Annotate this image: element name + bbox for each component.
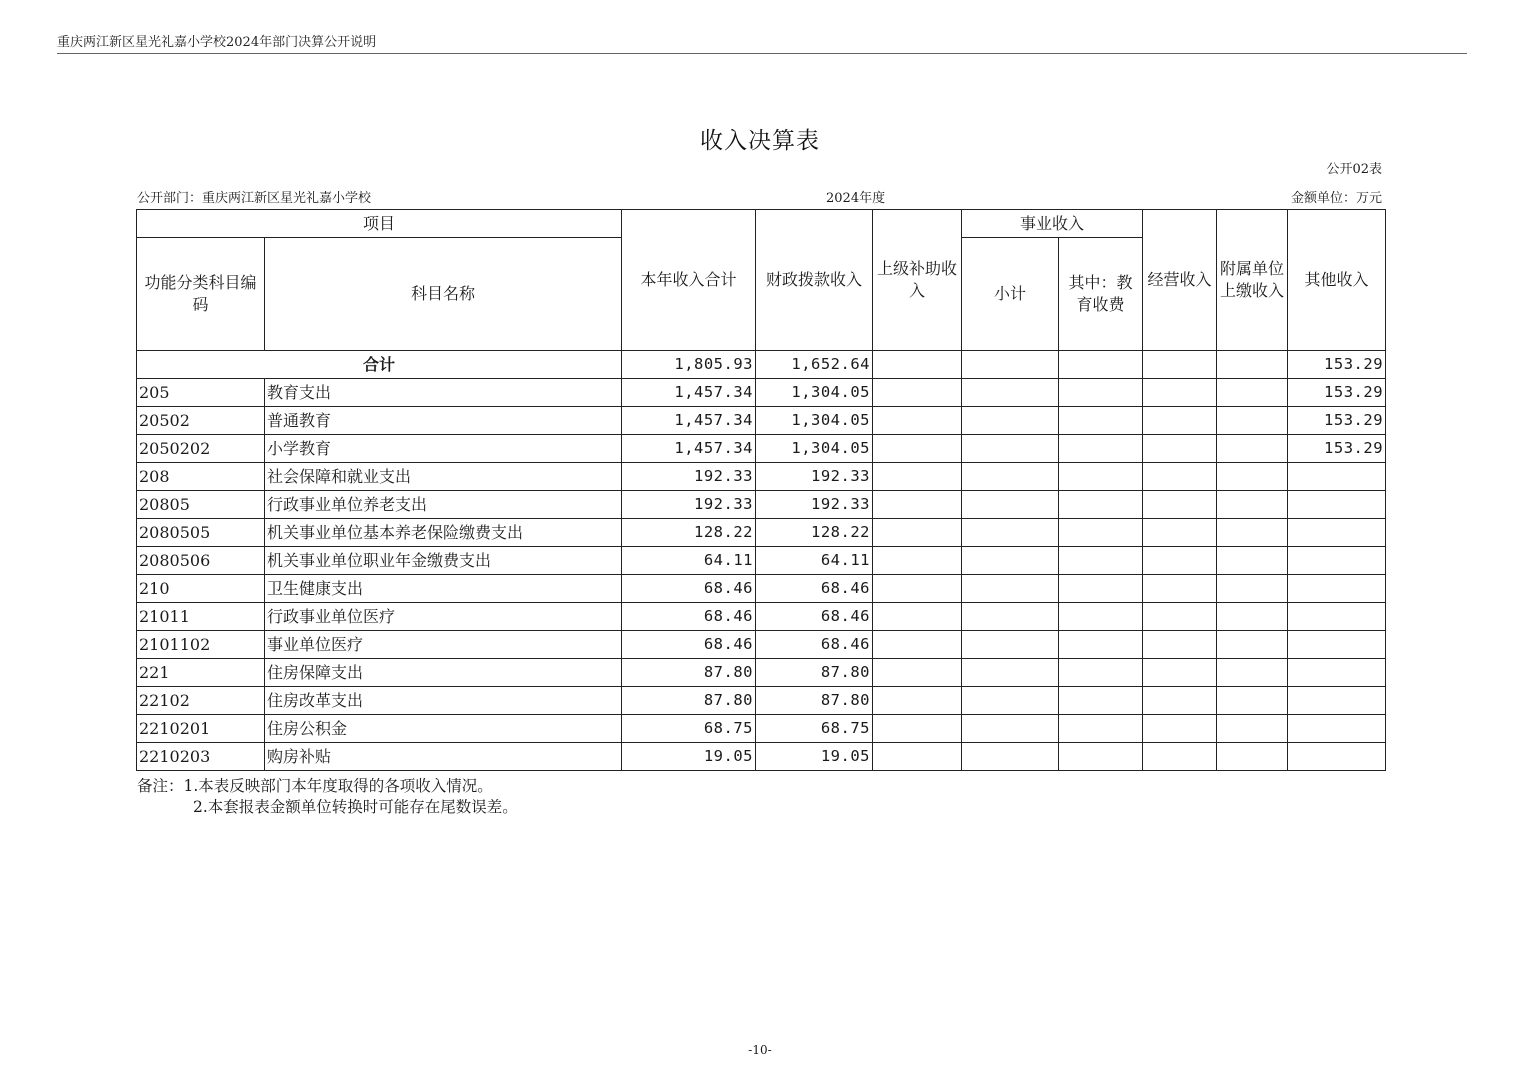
- header-function-code: 功能分类科目编码: [137, 238, 265, 351]
- row-other-income: [1288, 603, 1386, 631]
- row-code: 2050202: [137, 435, 265, 463]
- row-operating-income: [1143, 547, 1217, 575]
- row-other-income: 153.29: [1288, 379, 1386, 407]
- row-code: 21011: [137, 603, 265, 631]
- row-code: 2080505: [137, 519, 265, 547]
- row-superior-subsidy: [873, 379, 962, 407]
- table-row: [137, 547, 1386, 575]
- row-fiscal-allocation: 128.22: [756, 519, 873, 547]
- total-operating-value: [1143, 351, 1217, 379]
- page-title: 收入决算表: [700, 128, 820, 154]
- row-superior-subsidy: [873, 575, 962, 603]
- row-other-income: [1288, 491, 1386, 519]
- row-code: 20805: [137, 491, 265, 519]
- total-edu-fee-value: [1059, 351, 1143, 379]
- row-affiliated-income: [1217, 463, 1288, 491]
- row-fiscal-allocation: 192.33: [756, 491, 873, 519]
- header-fiscal-allocation: 财政拨款收入: [756, 210, 873, 351]
- row-code: 2210201: [137, 715, 265, 743]
- row-superior-subsidy: [873, 687, 962, 715]
- row-subject-name: 事业单位医疗: [265, 631, 622, 659]
- row-other-income: [1288, 659, 1386, 687]
- row-affiliated-income: [1217, 379, 1288, 407]
- row-superior-subsidy: [873, 463, 962, 491]
- row-operating-income: [1143, 491, 1217, 519]
- row-subtotal: [962, 547, 1059, 575]
- row-total-income: 128.22: [622, 519, 756, 547]
- total-income-value: 1,805.93: [622, 351, 756, 379]
- row-subtotal: [962, 631, 1059, 659]
- total-affiliated-value: [1217, 351, 1288, 379]
- row-subtotal: [962, 659, 1059, 687]
- row-total-income: 68.46: [622, 603, 756, 631]
- row-superior-subsidy: [873, 715, 962, 743]
- row-fiscal-allocation: 64.11: [756, 547, 873, 575]
- header-business-income: 事业收入: [962, 210, 1143, 238]
- row-code: 221: [137, 659, 265, 687]
- row-other-income: [1288, 631, 1386, 659]
- row-other-income: 153.29: [1288, 435, 1386, 463]
- row-education-fee: [1059, 575, 1143, 603]
- row-other-income: [1288, 547, 1386, 575]
- note-1: 备注：1.本表反映部门本年度取得的各项收入情况。: [137, 777, 493, 795]
- table-code: 公开02表: [1326, 162, 1382, 177]
- row-affiliated-income: [1217, 659, 1288, 687]
- total-other-value: 153.29: [1288, 351, 1386, 379]
- fiscal-year-label: 2024年度: [826, 191, 886, 206]
- row-fiscal-allocation: 192.33: [756, 463, 873, 491]
- row-affiliated-income: [1217, 407, 1288, 435]
- row-total-income: 192.33: [622, 463, 756, 491]
- row-superior-subsidy: [873, 603, 962, 631]
- row-fiscal-allocation: 19.05: [756, 743, 873, 771]
- row-total-income: 87.80: [622, 687, 756, 715]
- row-subtotal: [962, 575, 1059, 603]
- row-total-income: 68.46: [622, 631, 756, 659]
- row-education-fee: [1059, 547, 1143, 575]
- row-subtotal: [962, 379, 1059, 407]
- row-code: 208: [137, 463, 265, 491]
- row-other-income: [1288, 519, 1386, 547]
- row-education-fee: [1059, 407, 1143, 435]
- row-subtotal: [962, 407, 1059, 435]
- row-subtotal: [962, 603, 1059, 631]
- table-row: [137, 631, 1386, 659]
- row-superior-subsidy: [873, 631, 962, 659]
- row-affiliated-income: [1217, 491, 1288, 519]
- row-operating-income: [1143, 631, 1217, 659]
- table-notes: [137, 776, 518, 818]
- row-operating-income: [1143, 603, 1217, 631]
- row-code: 2080506: [137, 547, 265, 575]
- table-row: [137, 659, 1386, 687]
- row-education-fee: [1059, 379, 1143, 407]
- row-subtotal: [962, 519, 1059, 547]
- row-operating-income: [1143, 407, 1217, 435]
- row-total-income: 68.75: [622, 715, 756, 743]
- row-fiscal-allocation: 68.75: [756, 715, 873, 743]
- total-label: 合计: [137, 351, 622, 379]
- row-affiliated-income: [1217, 715, 1288, 743]
- row-affiliated-income: [1217, 575, 1288, 603]
- header-subject-name: 科目名称: [265, 238, 622, 351]
- row-subtotal: [962, 743, 1059, 771]
- header-other-income: 其他收入: [1288, 210, 1386, 351]
- header-superior-subsidy: 上级补助收入: [873, 210, 962, 351]
- row-subject-name: 行政事业单位养老支出: [265, 491, 622, 519]
- row-education-fee: [1059, 519, 1143, 547]
- row-affiliated-income: [1217, 547, 1288, 575]
- row-total-income: 1,457.34: [622, 435, 756, 463]
- row-fiscal-allocation: 1,304.05: [756, 379, 873, 407]
- row-subject-name: 教育支出: [265, 379, 622, 407]
- row-subject-name: 购房补贴: [265, 743, 622, 771]
- row-subject-name: 小学教育: [265, 435, 622, 463]
- row-subject-name: 行政事业单位医疗: [265, 603, 622, 631]
- row-subject-name: 普通教育: [265, 407, 622, 435]
- table-row: [137, 519, 1386, 547]
- total-superior-value: [873, 351, 962, 379]
- table-row: [137, 491, 1386, 519]
- note-2: 2.本套报表金额单位转换时可能存在尾数误差。: [193, 798, 518, 816]
- total-fiscal-value: 1,652.64: [756, 351, 873, 379]
- row-operating-income: [1143, 435, 1217, 463]
- table-row: [137, 575, 1386, 603]
- header-total-income: 本年收入合计: [622, 210, 756, 351]
- table-row: [137, 687, 1386, 715]
- row-fiscal-allocation: 68.46: [756, 603, 873, 631]
- row-affiliated-income: [1217, 435, 1288, 463]
- row-operating-income: [1143, 659, 1217, 687]
- row-subject-name: 机关事业单位职业年金缴费支出: [265, 547, 622, 575]
- header-affiliated-income: 附属单位上缴收入: [1217, 210, 1288, 351]
- row-subject-name: 机关事业单位基本养老保险缴费支出: [265, 519, 622, 547]
- row-education-fee: [1059, 435, 1143, 463]
- row-fiscal-allocation: 87.80: [756, 659, 873, 687]
- row-education-fee: [1059, 631, 1143, 659]
- row-code: 22102: [137, 687, 265, 715]
- income-table: [136, 209, 1386, 771]
- row-other-income: [1288, 463, 1386, 491]
- row-operating-income: [1143, 379, 1217, 407]
- row-total-income: 19.05: [622, 743, 756, 771]
- department-label: 公开部门：重庆两江新区星光礼嘉小学校: [137, 191, 372, 206]
- row-total-income: 192.33: [622, 491, 756, 519]
- row-other-income: 153.29: [1288, 407, 1386, 435]
- table-row: [137, 743, 1386, 771]
- table-row: [137, 603, 1386, 631]
- row-operating-income: [1143, 743, 1217, 771]
- row-total-income: 1,457.34: [622, 379, 756, 407]
- row-education-fee: [1059, 715, 1143, 743]
- header-education-fee: 其中：教育收费: [1059, 238, 1143, 351]
- header-project: 项目: [137, 210, 622, 238]
- row-superior-subsidy: [873, 659, 962, 687]
- row-education-fee: [1059, 743, 1143, 771]
- total-row: [137, 351, 1386, 379]
- running-header: 重庆两江新区星光礼嘉小学校2024年部门决算公开说明: [57, 35, 377, 50]
- page-number: -10-: [748, 1043, 772, 1057]
- table-row: [137, 463, 1386, 491]
- row-subtotal: [962, 463, 1059, 491]
- row-fiscal-allocation: 1,304.05: [756, 435, 873, 463]
- header-operating-income: 经营收入: [1143, 210, 1217, 351]
- row-total-income: 64.11: [622, 547, 756, 575]
- row-education-fee: [1059, 603, 1143, 631]
- row-total-income: 87.80: [622, 659, 756, 687]
- row-code: 2210203: [137, 743, 265, 771]
- row-education-fee: [1059, 659, 1143, 687]
- row-education-fee: [1059, 491, 1143, 519]
- row-subtotal: [962, 435, 1059, 463]
- row-subtotal: [962, 491, 1059, 519]
- row-code: 20502: [137, 407, 265, 435]
- row-superior-subsidy: [873, 743, 962, 771]
- row-operating-income: [1143, 715, 1217, 743]
- row-other-income: [1288, 687, 1386, 715]
- row-superior-subsidy: [873, 519, 962, 547]
- row-education-fee: [1059, 687, 1143, 715]
- row-superior-subsidy: [873, 407, 962, 435]
- row-fiscal-allocation: 1,304.05: [756, 407, 873, 435]
- row-operating-income: [1143, 519, 1217, 547]
- table-row: [137, 407, 1386, 435]
- amount-unit-label: 金额单位：万元: [1290, 191, 1382, 206]
- row-subject-name: 社会保障和就业支出: [265, 463, 622, 491]
- table-row: [137, 435, 1386, 463]
- header-subtotal: 小计: [962, 238, 1059, 351]
- row-total-income: 1,457.34: [622, 407, 756, 435]
- row-subtotal: [962, 715, 1059, 743]
- row-subtotal: [962, 687, 1059, 715]
- row-fiscal-allocation: 68.46: [756, 631, 873, 659]
- table-row: [137, 379, 1386, 407]
- row-subject-name: 住房改革支出: [265, 687, 622, 715]
- total-subtotal-value: [962, 351, 1059, 379]
- row-other-income: [1288, 715, 1386, 743]
- row-fiscal-allocation: 87.80: [756, 687, 873, 715]
- row-affiliated-income: [1217, 687, 1288, 715]
- row-total-income: 68.46: [622, 575, 756, 603]
- header-rule: [57, 53, 1467, 54]
- row-code: 205: [137, 379, 265, 407]
- row-operating-income: [1143, 687, 1217, 715]
- row-superior-subsidy: [873, 435, 962, 463]
- row-affiliated-income: [1217, 743, 1288, 771]
- row-affiliated-income: [1217, 631, 1288, 659]
- row-code: 2101102: [137, 631, 265, 659]
- row-operating-income: [1143, 575, 1217, 603]
- row-superior-subsidy: [873, 491, 962, 519]
- row-subject-name: 住房公积金: [265, 715, 622, 743]
- row-operating-income: [1143, 463, 1217, 491]
- row-other-income: [1288, 743, 1386, 771]
- row-superior-subsidy: [873, 547, 962, 575]
- row-subject-name: 住房保障支出: [265, 659, 622, 687]
- row-education-fee: [1059, 463, 1143, 491]
- row-subject-name: 卫生健康支出: [265, 575, 622, 603]
- table-row: [137, 715, 1386, 743]
- row-fiscal-allocation: 68.46: [756, 575, 873, 603]
- row-affiliated-income: [1217, 519, 1288, 547]
- row-other-income: [1288, 575, 1386, 603]
- row-code: 210: [137, 575, 265, 603]
- row-affiliated-income: [1217, 603, 1288, 631]
